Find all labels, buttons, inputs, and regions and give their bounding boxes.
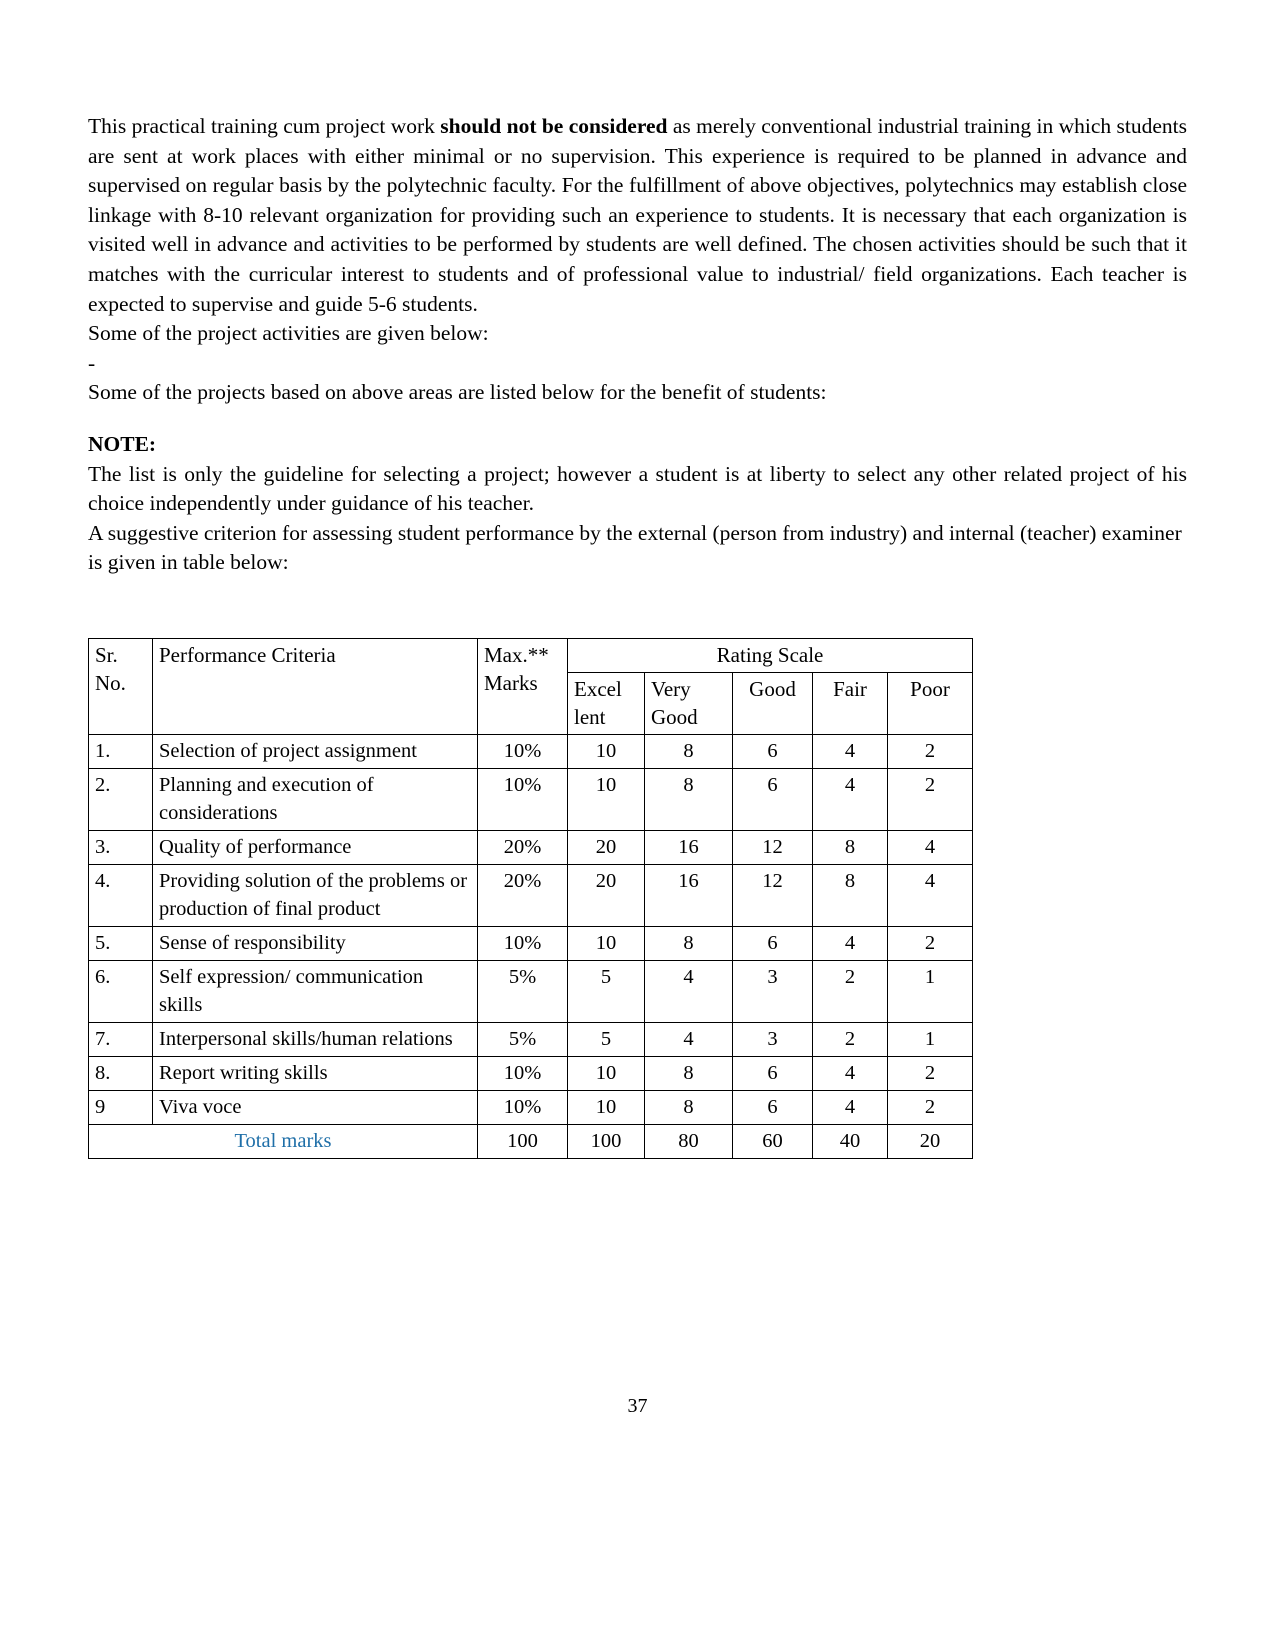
cell-fair: 2 bbox=[813, 960, 888, 1022]
cell-fair: 4 bbox=[813, 768, 888, 830]
cell-poor: 2 bbox=[888, 734, 973, 768]
cell-very-good: 8 bbox=[645, 734, 733, 768]
cell-max: 5% bbox=[478, 960, 568, 1022]
table-total-row bbox=[89, 1124, 973, 1158]
criterion-intro: A suggestive criterion for assessing student performance by the external (person from industry) and internal (teacher) examiner is given in table below: bbox=[88, 520, 1182, 575]
rating-table-wrapper bbox=[88, 638, 1187, 1159]
cell-fair: 4 bbox=[813, 734, 888, 768]
header-excellent-line2: lent bbox=[574, 704, 606, 729]
line-project-activities: Some of the project activities are given below: bbox=[88, 321, 489, 346]
cell-very-good: 16 bbox=[645, 830, 733, 864]
cell-good: 6 bbox=[733, 768, 813, 830]
note-heading: NOTE: bbox=[88, 431, 157, 456]
table-row bbox=[89, 926, 973, 960]
cell-excellent: 10 bbox=[568, 768, 645, 830]
cell-max: 10% bbox=[478, 734, 568, 768]
cell-fair: 4 bbox=[813, 1090, 888, 1124]
table-row bbox=[89, 830, 973, 864]
cell-very-good: 8 bbox=[645, 1056, 733, 1090]
header-max-marks-line2: Marks bbox=[484, 670, 538, 695]
cell-good: 6 bbox=[733, 926, 813, 960]
cell-max: 5% bbox=[478, 1022, 568, 1056]
header-excellent-line1: Excel bbox=[574, 676, 622, 701]
cell-excellent: 10 bbox=[568, 1056, 645, 1090]
total-marks-label: Total marks bbox=[89, 1124, 478, 1158]
cell-excellent: 20 bbox=[568, 864, 645, 926]
cell-max: 20% bbox=[478, 864, 568, 926]
cell-poor: 2 bbox=[888, 1056, 973, 1090]
header-performance-criteria: Performance Criteria bbox=[153, 638, 478, 734]
header-good: Good bbox=[733, 672, 813, 734]
cell-very-good: 4 bbox=[645, 1022, 733, 1056]
cell-max: 10% bbox=[478, 1090, 568, 1124]
cell-sr: 3. bbox=[89, 830, 153, 864]
cell-criteria: Planning and execution of considerations bbox=[153, 768, 478, 830]
header-sr-no-line2: No. bbox=[95, 670, 126, 695]
table-row bbox=[89, 864, 973, 926]
cell-criteria: Viva voce bbox=[153, 1090, 478, 1124]
cell-sr: 6. bbox=[89, 960, 153, 1022]
cell-good: 12 bbox=[733, 830, 813, 864]
table-row bbox=[89, 1056, 973, 1090]
cell-poor: 1 bbox=[888, 960, 973, 1022]
cell-sr: 9 bbox=[89, 1090, 153, 1124]
header-fair: Fair bbox=[813, 672, 888, 734]
cell-very-good: 8 bbox=[645, 926, 733, 960]
cell-sr: 1. bbox=[89, 734, 153, 768]
header-very-good-line2: Good bbox=[651, 704, 698, 729]
cell-good: 12 bbox=[733, 864, 813, 926]
cell-poor: 4 bbox=[888, 830, 973, 864]
cell-criteria: Interpersonal skills/human relations bbox=[153, 1022, 478, 1056]
cell-criteria: Report writing skills bbox=[153, 1056, 478, 1090]
table-row bbox=[89, 960, 973, 1022]
header-excellent bbox=[568, 672, 645, 734]
cell-fair: 4 bbox=[813, 1056, 888, 1090]
cell-poor: 1 bbox=[888, 1022, 973, 1056]
performance-rating-table bbox=[88, 638, 973, 1159]
line-projects-listed: Some of the projects based on above areas are listed below for the benefit of students: bbox=[88, 380, 827, 405]
cell-poor: 2 bbox=[888, 926, 973, 960]
total-excellent: 100 bbox=[568, 1124, 645, 1158]
cell-criteria: Providing solution of the problems or production of final product bbox=[153, 864, 478, 926]
header-sr-no-line1: Sr. bbox=[95, 642, 118, 667]
cell-poor: 2 bbox=[888, 1090, 973, 1124]
page-number: 37 bbox=[627, 1395, 648, 1417]
cell-good: 3 bbox=[733, 960, 813, 1022]
cell-sr: 5. bbox=[89, 926, 153, 960]
total-max: 100 bbox=[478, 1124, 568, 1158]
cell-criteria: Selection of project assignment bbox=[153, 734, 478, 768]
cell-criteria: Sense of responsibility bbox=[153, 926, 478, 960]
intro-text-bold: should not be considered bbox=[440, 114, 668, 138]
header-very-good bbox=[645, 672, 733, 734]
total-good: 60 bbox=[733, 1124, 813, 1158]
note-body: The list is only the guideline for selecting a project; however a student is at liberty to select any other related project of his choice independently under guidance of his teacher. bbox=[88, 461, 1187, 516]
cell-good: 6 bbox=[733, 1090, 813, 1124]
cell-criteria: Self expression/ communication skills bbox=[153, 960, 478, 1022]
cell-very-good: 8 bbox=[645, 768, 733, 830]
cell-excellent: 5 bbox=[568, 1022, 645, 1056]
cell-max: 10% bbox=[478, 1056, 568, 1090]
cell-sr: 8. bbox=[89, 1056, 153, 1090]
cell-sr: 4. bbox=[89, 864, 153, 926]
table-row bbox=[89, 768, 973, 830]
header-poor: Poor bbox=[888, 672, 973, 734]
header-rating-scale: Rating Scale bbox=[568, 638, 973, 672]
table-row bbox=[89, 1022, 973, 1056]
paragraph-intro bbox=[88, 112, 1187, 319]
cell-fair: 2 bbox=[813, 1022, 888, 1056]
cell-sr: 2. bbox=[89, 768, 153, 830]
cell-fair: 4 bbox=[813, 926, 888, 960]
cell-max: 10% bbox=[478, 768, 568, 830]
cell-excellent: 5 bbox=[568, 960, 645, 1022]
total-poor: 20 bbox=[888, 1124, 973, 1158]
header-very-good-line1: Very bbox=[651, 676, 691, 701]
cell-good: 3 bbox=[733, 1022, 813, 1056]
cell-max: 10% bbox=[478, 926, 568, 960]
cell-fair: 8 bbox=[813, 864, 888, 926]
cell-very-good: 8 bbox=[645, 1090, 733, 1124]
dash-bullet: - bbox=[88, 350, 96, 375]
table-row bbox=[89, 1090, 973, 1124]
cell-sr: 7. bbox=[89, 1022, 153, 1056]
cell-excellent: 20 bbox=[568, 830, 645, 864]
cell-excellent: 10 bbox=[568, 1090, 645, 1124]
cell-very-good: 4 bbox=[645, 960, 733, 1022]
cell-poor: 2 bbox=[888, 768, 973, 830]
table-row bbox=[89, 734, 973, 768]
cell-max: 20% bbox=[478, 830, 568, 864]
table-header-row-1 bbox=[89, 638, 973, 672]
header-sr-no bbox=[89, 638, 153, 734]
cell-poor: 4 bbox=[888, 864, 973, 926]
cell-fair: 8 bbox=[813, 830, 888, 864]
cell-good: 6 bbox=[733, 1056, 813, 1090]
intro-text-after-bold: as merely conventional industrial training in which students are sent at work places with either minimal or no supervision. This experience is required to be planned in advance and supervised on regular basis by the polytechnic faculty. For the fulfillment of above objectives, polytechnics may establish close linkage with 8-10 relevant organization for providing such an experience to students. It is necessary that each organization is visited well in advance and activities to be performed by students are well defined. The chosen activities should be such that it matches with the curricular interest to students and of professional value to industrial/ field organizations. Each teacher is expected to supervise and guide 5-6 students. bbox=[88, 114, 1187, 316]
total-fair: 40 bbox=[813, 1124, 888, 1158]
paragraph-spacer bbox=[88, 408, 1187, 430]
cell-excellent: 10 bbox=[568, 926, 645, 960]
cell-criteria: Quality of performance bbox=[153, 830, 478, 864]
total-very-good: 80 bbox=[645, 1124, 733, 1158]
cell-good: 6 bbox=[733, 734, 813, 768]
cell-very-good: 16 bbox=[645, 864, 733, 926]
header-max-marks-line1: Max.** bbox=[484, 642, 549, 667]
intro-text-before-bold: This practical training cum project work bbox=[88, 114, 441, 138]
header-max-marks bbox=[478, 638, 568, 734]
cell-excellent: 10 bbox=[568, 734, 645, 768]
